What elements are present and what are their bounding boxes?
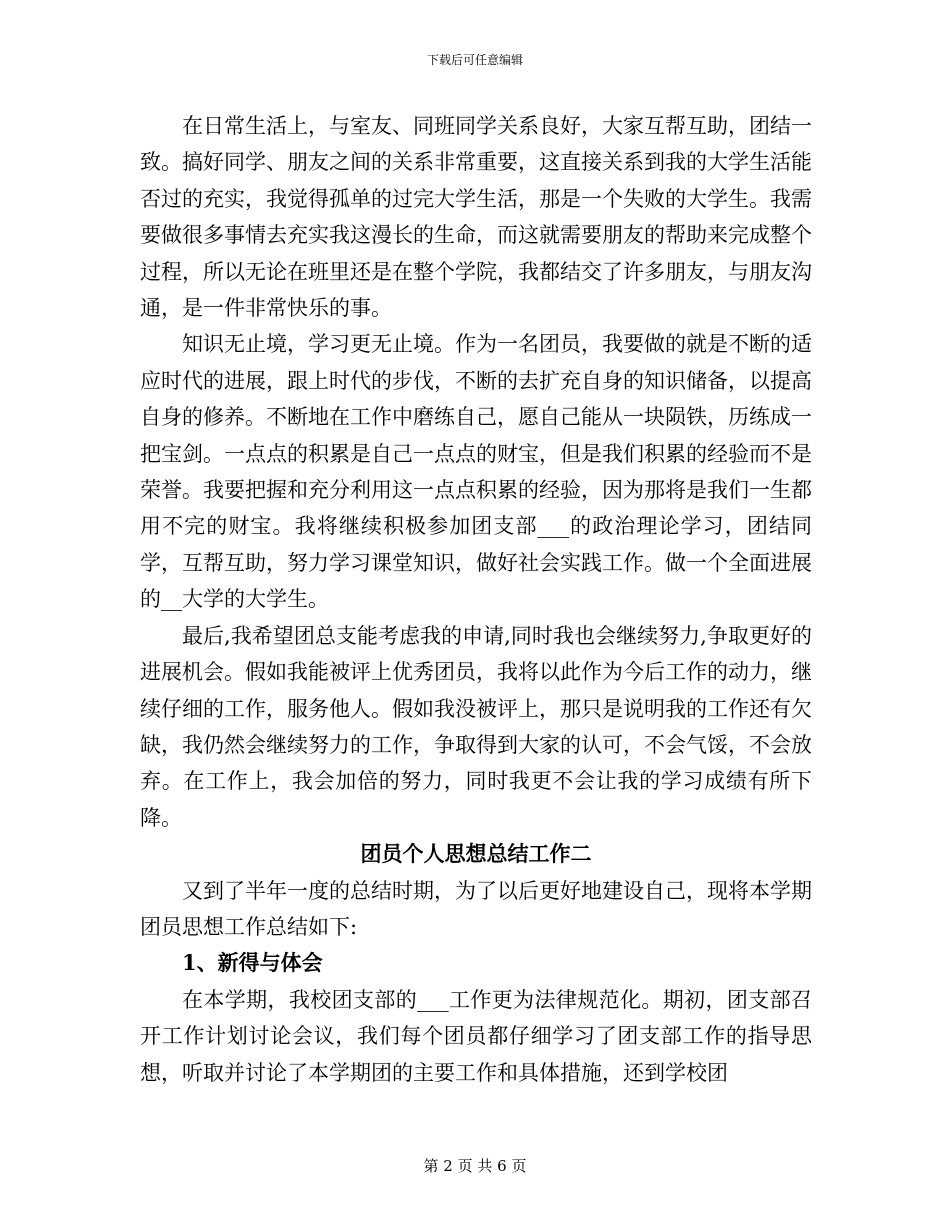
page-header: 下载后可任意编辑 [426,53,523,67]
page-footer: 第 2 页 共 6 页 [423,1157,527,1175]
paragraph-intro: 又到了半年一度的总结时期，为了以后更好地建设自己，现将本学期团员思想工作总结如下: [140,878,812,939]
document-body [140,108,812,1091]
paragraph-knowledge: 知识无止境，学习更无止境。作为一名团员，我要做的就是不断的适应时代的进展，跟上时代的步伐，不断的去扩充自身的知识储备，以提高自身的修养。不断地在工作中磨练自己，愿自己能从一块陨铁，历练成一把宝剑。一点点的积累是自己一点点的财宝，但是我们积累的经验而不是荣誉。我要把握和充分利用这一点点积累的经验，因为那将是我们一生都用不完的财宝。我将继续积极参加团支部___的政治理论学习，团结同学，互帮互助，努力学习课堂知识，做好社会实践工作。做一个全面进展的__大学的大学生。 [140,332,812,612]
section-title: 团员个人思想总结工作二 [360,841,592,867]
paragraph-conclusion: 最后,我希望团总支能考虑我的申请,同时我也会继续努力,争取更好的进展机会。假如我能被评上优秀团员，我将以此作为今后工作的动力，继续仔细的工作，服务他人。假如我没被评上，那只是说明我的工作还有欠缺，我仍然会继续努力的工作，争取得到大家的认可，不会气馁，不会放弃。在工作上，我会加倍的努力，同时我更不会让我的学习成绩有所下降。 [140,623,812,830]
paragraph-daily-life: 在日常生活上，与室友、同班同学关系良好，大家互帮互助，团结一致。搞好同学、朋友之间的关系非常重要，这直接关系到我的大学生活能否过的充实，我觉得孤单的过完大学生活，那是一个失败的大学生。我需要做很多事情去充实我这漫长的生命，而这就需要朋友的帮助来完成整个过程，所以无论在班里还是在整个学院，我都结交了许多朋友，与朋友沟通，是一件非常快乐的事。 [140,114,812,321]
subheading: 1、新得与体会 [182,950,323,976]
paragraph-semester: 在本学期，我校团支部的___工作更为法律规范化。期初，团支部召开工作计划讨论会议，我们每个团员都仔细学习了团支部工作的指导思想，听取并讨论了本学期团的主要工作和具体措施，还到学校团 [140,987,812,1085]
